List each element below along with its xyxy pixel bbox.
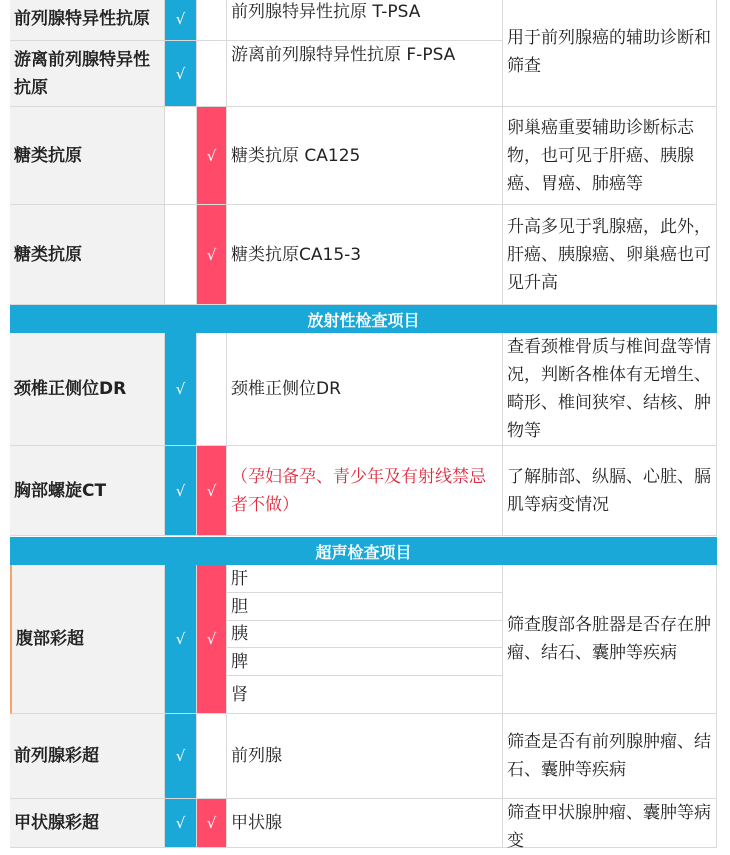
item-cell xyxy=(227,676,503,714)
item-cell xyxy=(227,648,503,676)
male-check xyxy=(165,333,197,446)
item-cell xyxy=(227,107,503,205)
item-cell xyxy=(227,565,503,593)
row-name xyxy=(10,446,165,536)
female-check-mark: √ xyxy=(206,245,217,264)
item-cell xyxy=(227,799,503,848)
item-text: 甲状腺 xyxy=(231,813,282,833)
desc-cell xyxy=(503,107,717,205)
desc-cell xyxy=(503,714,717,799)
row-name xyxy=(10,205,165,305)
item-text: 前列腺 xyxy=(231,746,282,766)
male-check xyxy=(165,799,197,848)
item-note xyxy=(227,446,503,536)
male-check xyxy=(165,41,197,107)
item-text: 颈椎正侧位DR xyxy=(231,379,341,399)
male-blank xyxy=(165,107,197,205)
desc-text: 用于前列腺癌的辅助诊断和筛查 xyxy=(507,28,711,76)
male-blank xyxy=(165,205,197,305)
female-blank xyxy=(197,714,227,799)
item-cell xyxy=(227,333,503,446)
female-check xyxy=(197,565,227,714)
section-header-radiology xyxy=(10,305,717,333)
row-name xyxy=(10,0,165,41)
female-check xyxy=(197,107,227,205)
item-text: （孕妇备孕、青少年及有射线禁忌者不做） xyxy=(231,466,486,515)
desc-cell xyxy=(503,446,717,536)
item-text: 糖类抗原 CA125 xyxy=(231,145,361,166)
row-name-text: 前列腺彩超 xyxy=(14,746,99,766)
female-blank xyxy=(197,333,227,446)
male-check-mark: √ xyxy=(175,10,186,28)
row-name xyxy=(10,333,165,446)
row-name xyxy=(10,107,165,205)
female-check xyxy=(197,446,227,536)
item-text: 前列腺特异性抗原 T-PSA xyxy=(231,2,421,22)
row-name-text: 颈椎正侧位DR xyxy=(14,379,127,399)
female-blank xyxy=(197,41,227,107)
male-check xyxy=(165,446,197,536)
row-name-text: 甲状腺彩超 xyxy=(14,813,99,833)
row-name-text: 前列腺特异性抗原 xyxy=(14,9,150,29)
desc-cell xyxy=(503,0,717,107)
item-cell xyxy=(227,593,503,621)
female-check-mark: √ xyxy=(206,481,217,500)
row-name xyxy=(10,799,165,848)
row-name-text: 游离前列腺特异性抗原 xyxy=(14,49,150,98)
female-check-mark: √ xyxy=(206,814,217,832)
row-name-text: 腹部彩超 xyxy=(16,629,84,649)
item-text: 糖类抗原CA15-3 xyxy=(231,244,362,265)
desc-text: 筛查腹部各脏器是否存在肿瘤、结石、囊肿等疾病 xyxy=(507,615,711,663)
item-text: 游离前列腺特异性抗原 F-PSA xyxy=(231,45,456,65)
female-check-mark: √ xyxy=(206,146,217,165)
row-name xyxy=(10,714,165,799)
item-cell xyxy=(227,714,503,799)
item-cell xyxy=(227,621,503,648)
female-check xyxy=(197,799,227,848)
item-text: 肝 xyxy=(231,568,248,589)
male-check xyxy=(165,565,197,714)
row-name-text: 胸部螺旋CT xyxy=(14,480,107,501)
item-text: 脾 xyxy=(231,651,248,672)
item-text: 胰 xyxy=(231,624,248,644)
row-name xyxy=(10,565,165,714)
item-cell xyxy=(227,205,503,305)
row-name xyxy=(10,41,165,107)
desc-cell xyxy=(503,333,717,446)
male-check-mark: √ xyxy=(175,64,186,83)
section-header-ultrasound xyxy=(10,537,717,565)
male-check-mark: √ xyxy=(175,380,186,398)
item-text: 肾 xyxy=(231,684,248,705)
section-title: 放射性检查项目 xyxy=(307,310,420,330)
male-check-mark: √ xyxy=(175,630,186,648)
desc-cell xyxy=(503,799,717,851)
desc-text: 查看颈椎骨质与椎间盘等情况，判断各椎体有无增生、畸形、椎间狭窄、结核、肿物等 xyxy=(507,337,711,441)
item-cell xyxy=(227,41,503,107)
desc-cell xyxy=(503,205,717,305)
male-check-mark: √ xyxy=(175,747,186,765)
desc-cell xyxy=(503,565,717,714)
row-name-text: 糖类抗原 xyxy=(14,145,82,166)
section-title: 超声检查项目 xyxy=(315,542,412,562)
desc-text: 升高多见于乳腺癌，此外，肝癌、胰腺癌、卵巢癌也可见升高 xyxy=(507,216,711,293)
desc-text: 了解肺部、纵膈、心脏、膈肌等病变情况 xyxy=(507,466,711,515)
row-name-text: 糖类抗原 xyxy=(14,244,82,265)
male-check xyxy=(165,0,197,41)
desc-text: 筛查甲状腺肿瘤、囊肿等病变 xyxy=(507,803,711,851)
male-check xyxy=(165,714,197,799)
female-blank xyxy=(197,0,227,41)
male-check-mark: √ xyxy=(175,814,186,832)
desc-text: 筛查是否有前列腺肿瘤、结石、囊肿等疾病 xyxy=(507,732,711,780)
item-text: 胆 xyxy=(231,596,248,617)
male-check-mark: √ xyxy=(175,481,186,500)
item-cell xyxy=(227,0,503,41)
female-check-mark: √ xyxy=(206,630,217,648)
desc-text: 卵巢癌重要辅助诊断标志物，也可见于肝癌、胰腺癌、胃癌、肺癌等 xyxy=(507,117,694,194)
female-check xyxy=(197,205,227,305)
